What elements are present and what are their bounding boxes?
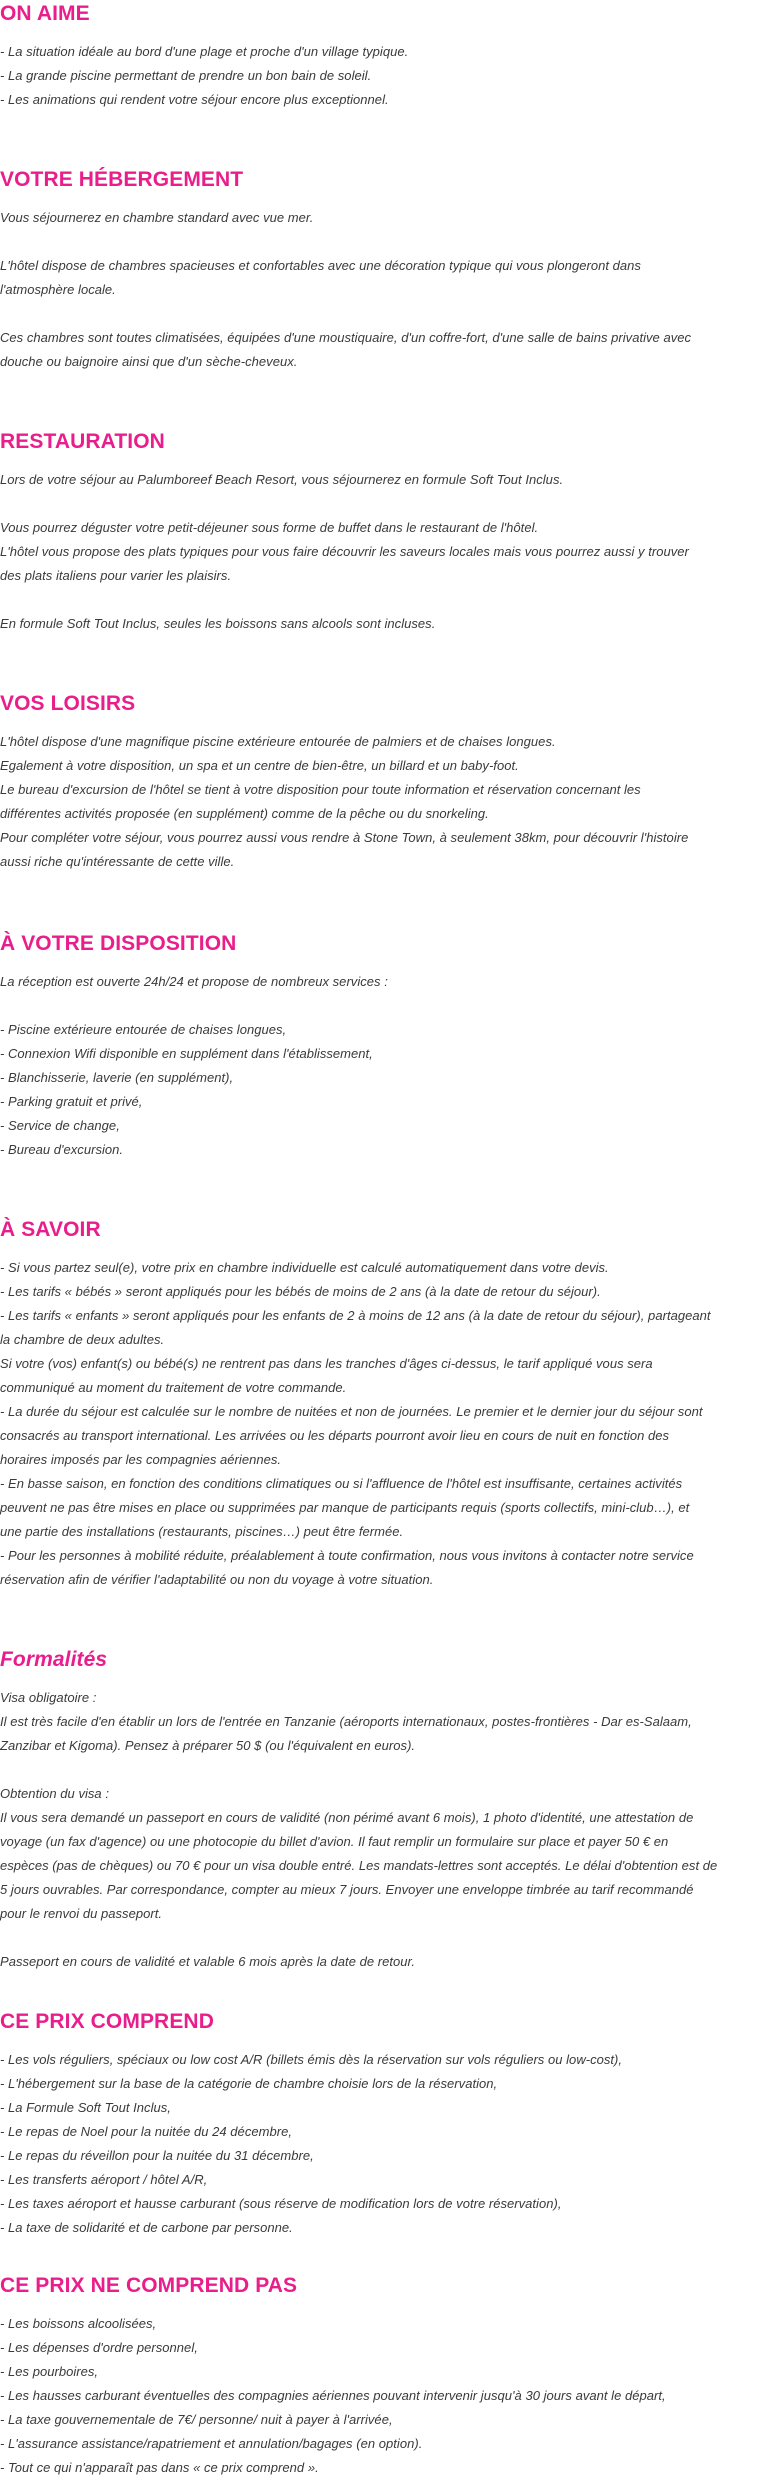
- text-line: - La durée du séjour est calculée sur le nombre de nuitées et non de journées. Le premier et le dernier jour du séjour sont: [0, 1404, 703, 1419]
- text-line: Zanzibar et Kigoma). Pensez à préparer 50 $ (ou l'équivalent en euros).: [0, 1738, 416, 1753]
- text-line: pour le renvoi du passeport.: [0, 1906, 162, 1921]
- section-a-votre-disposition: [0, 930, 756, 1162]
- text-line: - Piscine extérieure entourée de chaises longues,: [0, 1022, 287, 1037]
- section-title: CE PRIX COMPREND: [0, 2010, 214, 2033]
- text-line: - Les animations qui rendent votre séjour encore plus exceptionnel.: [0, 92, 389, 107]
- section-on-aime: [0, 0, 756, 112]
- text-line: la chambre de deux adultes.: [0, 1332, 165, 1347]
- section-body: [0, 206, 756, 374]
- text-line: - La grande piscine permettant de prendre un bon bain de soleil.: [0, 68, 372, 83]
- text-line: Le bureau d'excursion de l'hôtel se tient à votre disposition pour toute information et réservation concernant les: [0, 782, 641, 797]
- text-line: Vous séjournerez en chambre standard avec vue mer.: [0, 210, 314, 225]
- text-line: - Les taxes aéroport et hausse carburant (sous réserve de modification lors de votre réservation),: [0, 2196, 562, 2211]
- text-line: Il est très facile d'en établir un lors de l'entrée en Tanzanie (aéroports internationaux, postes-frontières - Dar es-Salaam,: [0, 1714, 692, 1729]
- text-line: - Les boissons alcoolisées,: [0, 2316, 157, 2331]
- text-line: Ces chambres sont toutes climatisées, équipées d'une moustiquaire, d'un coffre-fort, d'une salle de bains privative avec: [0, 330, 692, 345]
- section-ce-prix-ne-comprend-pas: [0, 2272, 756, 2480]
- section-body: [0, 468, 756, 636]
- text-line: [0, 1926, 756, 1950]
- text-line: communiqué au moment du traitement de votre commande.: [0, 1380, 347, 1395]
- section-restauration: [0, 428, 756, 636]
- text-line: - L'hébergement sur la base de la catégorie de chambre choisie lors de la réservation,: [0, 2076, 498, 2091]
- text-line: horaires imposés par les compagnies aériennes.: [0, 1452, 282, 1467]
- text-line: - Les tarifs « enfants » seront appliqués pour les enfants de 2 à moins de 12 ans (à la date de retour du séjour), partageant: [0, 1308, 711, 1323]
- text-line: Lors de votre séjour au Palumboreef Beach Resort, vous séjournerez en formule Soft Tout Inclus.: [0, 472, 564, 487]
- text-line: une partie des installations (restaurants, piscines…) peut être fermée.: [0, 1524, 404, 1539]
- text-line: [0, 994, 756, 1018]
- text-line: En formule Soft Tout Inclus, seules les boissons sans alcools sont incluses.: [0, 616, 436, 631]
- text-line: réservation afin de vérifier l'adaptabilité ou non du voyage à votre situation.: [0, 1572, 434, 1587]
- text-line: - Le repas de Noel pour la nuitée du 24 décembre,: [0, 2124, 292, 2139]
- text-line: - L'assurance assistance/rapatriement et annulation/bagages (en option).: [0, 2436, 423, 2451]
- text-line: - Les dépenses d'ordre personnel,: [0, 2340, 198, 2355]
- text-line: peuvent ne pas être mises en place ou supprimées par manque de participants requis (sports collectifs, mini-club…), et: [0, 1500, 690, 1515]
- section-body: [0, 2312, 756, 2480]
- text-line: - La Formule Soft Tout Inclus,: [0, 2100, 171, 2115]
- section-body: [0, 970, 756, 1162]
- text-line: - Parking gratuit et privé,: [0, 1094, 143, 1109]
- text-line: - Les transferts aéroport / hôtel A/R,: [0, 2172, 208, 2187]
- text-line: Si votre (vos) enfant(s) ou bébé(s) ne rentrent pas dans les tranches d'âges ci-dessus, le tarif appliqué vous sera: [0, 1356, 653, 1371]
- text-line: Egalement à votre disposition, un spa et un centre de bien-être, un billard et un baby-foot.: [0, 758, 519, 773]
- text-line: - La taxe gouvernementale de 7€/ personne/ nuit à payer à l'arrivée,: [0, 2412, 393, 2427]
- text-line: - Service de change,: [0, 1118, 120, 1133]
- section-title: VOS LOISIRS: [0, 692, 136, 715]
- text-line: - Bureau d'excursion.: [0, 1142, 124, 1157]
- text-line: différentes activités proposée (en supplément) comme de la pêche ou du snorkeling.: [0, 806, 489, 821]
- section-loisirs: [0, 690, 756, 874]
- text-line: - La taxe de solidarité et de carbone par personne.: [0, 2220, 293, 2235]
- text-line: - Les hausses carburant éventuelles des compagnies aériennes pouvant intervenir jusqu'à 30 jours avant le départ,: [0, 2388, 666, 2403]
- text-line: des plats italiens pour varier les plaisirs.: [0, 568, 232, 583]
- text-line: - Les vols réguliers, spéciaux ou low cost A/R (billets émis dès la réservation sur vols réguliers ou low-cost),: [0, 2052, 623, 2067]
- text-line: - Si vous partez seul(e), votre prix en chambre individuelle est calculé automatiquement dans votre devis.: [0, 1260, 609, 1275]
- text-line: - Les tarifs « bébés » seront appliqués pour les bébés de moins de 2 ans (à la date de retour du séjour).: [0, 1284, 601, 1299]
- text-line: La réception est ouverte 24h/24 et propose de nombreux services :: [0, 974, 388, 989]
- text-line: - Le repas du réveillon pour la nuitée du 31 décembre,: [0, 2148, 314, 2163]
- text-line: - Pour les personnes à mobilité réduite, préalablement à toute confirmation, nous vous invitons à contacter notre service: [0, 1548, 694, 1563]
- section-title: Formalités: [0, 1648, 108, 1671]
- text-line: L'hôtel dispose d'une magnifique piscine extérieure entourée de palmiers et de chaises longues.: [0, 734, 556, 749]
- text-line: voyage (un fax d'agence) ou une photocopie du billet d'avion. Il faut remplir un formulaire sur place et payer 50 € en: [0, 1834, 669, 1849]
- section-body: [0, 2048, 756, 2240]
- text-line: Pour compléter votre séjour, vous pourrez aussi vous rendre à Stone Town, à seulement 38km, pour découvrir l'histoire: [0, 830, 689, 845]
- text-line: - En basse saison, en fonction des conditions climatiques ou si l'affluence de l'hôtel est insuffisante, certaines activités: [0, 1476, 683, 1491]
- section-title: ON AIME: [0, 2, 90, 25]
- text-line: aussi riche qu'intéressante de cette ville.: [0, 854, 235, 869]
- text-line: douche ou baignoire ainsi que d'un sèche-cheveux.: [0, 354, 298, 369]
- text-line: - Connexion Wifi disponible en supplément dans l'établissement,: [0, 1046, 373, 1061]
- section-body: [0, 730, 756, 874]
- section-ce-prix-comprend: [0, 2008, 756, 2240]
- text-line: Passeport en cours de validité et valable 6 mois après la date de retour.: [0, 1954, 416, 1969]
- section-body: [0, 40, 756, 112]
- text-line: - La situation idéale au bord d'une plage et proche d'un village typique.: [0, 44, 409, 59]
- section-title: VOTRE HÉBERGEMENT: [0, 168, 244, 191]
- text-line: [0, 1758, 756, 1782]
- text-line: [0, 588, 756, 612]
- text-line: - Blanchisserie, laverie (en supplément),: [0, 1070, 234, 1085]
- text-line: Il vous sera demandé un passeport en cours de validité (non périmé avant 6 mois), 1 photo d'identité, une attestation de: [0, 1810, 694, 1825]
- section-a-savoir: [0, 1216, 756, 1592]
- section-title: CE PRIX NE COMPREND PAS: [0, 2274, 298, 2297]
- text-line: l'atmosphère locale.: [0, 282, 116, 297]
- text-line: L'hôtel dispose de chambres spacieuses et confortables avec une décoration typique qui vous plongeront dans: [0, 258, 641, 273]
- text-line: Visa obligatoire :: [0, 1690, 97, 1705]
- text-line: - Tout ce qui n'apparaît pas dans « ce prix comprend ».: [0, 2460, 319, 2475]
- section-formalites: [0, 1646, 756, 1974]
- text-line: [0, 302, 756, 326]
- section-title: À SAVOIR: [0, 1218, 101, 1241]
- section-hebergement: [0, 166, 756, 374]
- text-line: - Les pourboires,: [0, 2364, 99, 2379]
- text-line: 5 jours ouvrables. Par correspondance, compter au mieux 7 jours. Envoyer une enveloppe timbrée au tarif recommandé: [0, 1882, 694, 1897]
- text-line: Vous pourrez déguster votre petit-déjeuner sous forme de buffet dans le restaurant de l'hôtel.: [0, 520, 539, 535]
- text-line: Obtention du visa :: [0, 1786, 109, 1801]
- text-line: espèces (pas de chèques) ou 70 € pour un visa double entré. Les mandats-lettres sont acceptés. Le délai d'obtention est de: [0, 1858, 718, 1873]
- section-title: RESTAURATION: [0, 430, 165, 453]
- text-line: consacrés au transport international. Les arrivées ou les départs pourront avoir lieu en cours de nuit en fonction des: [0, 1428, 670, 1443]
- text-line: [0, 492, 756, 516]
- section-title: À VOTRE DISPOSITION: [0, 932, 237, 955]
- text-line: L'hôtel vous propose des plats typiques pour vous faire découvrir les saveurs locales mais vous pourrez aussi y trouver: [0, 544, 689, 559]
- section-body: [0, 1686, 756, 1974]
- text-line: [0, 230, 756, 254]
- section-body: [0, 1256, 756, 1592]
